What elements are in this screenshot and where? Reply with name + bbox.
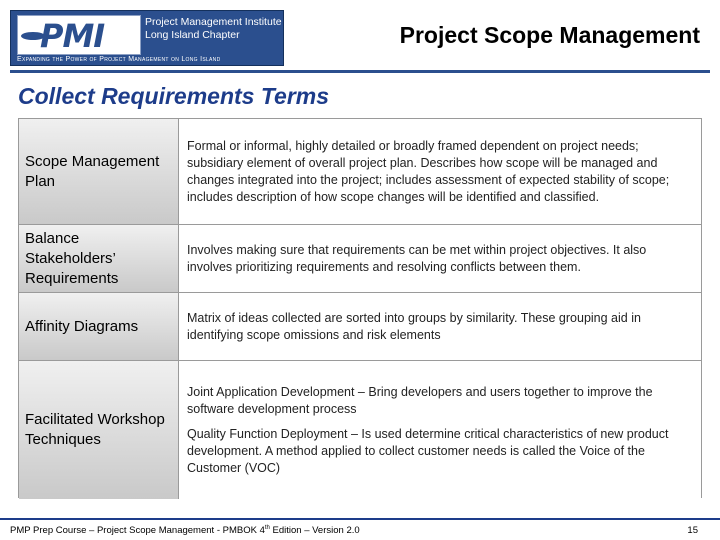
term-cell: Affinity Diagrams: [19, 293, 179, 361]
header-title: Project Scope Management: [399, 22, 700, 48]
footer-divider: [0, 518, 720, 520]
org-tagline: Expanding the Power of Project Management on Long Island: [17, 56, 221, 63]
footer-text-edition: Edition – Version 2.0: [269, 525, 360, 537]
org-name-line1: Project Management Institute: [145, 16, 282, 28]
term-cell: Balance Stakeholders’ Requirements: [19, 225, 179, 293]
definition-text: Matrix of ideas collected are sorted into groups by similarity. These grouping aid in identifying scope omissions and risk elements: [187, 310, 641, 342]
terms-table: [18, 118, 702, 498]
definition-text: Formal or informal, highly detailed or broadly framed dependent on project needs; subsidiary element of overall project plan. Describes how scope will be managed and changes integrated into the project; includes assessment of expected stability of scope; includes description of how scope changes will be identified and classified.: [187, 138, 670, 204]
definition-cell: [179, 293, 701, 361]
footer-text-main: PMP Prep Course – Project Scope Management - PMBOK 4: [10, 525, 265, 537]
term-cell: Facilitated Workshop Techniques: [19, 361, 179, 499]
definition-text: Joint Application Development – Bring developers and users together to improve the software development process: [187, 384, 653, 416]
definition-cell: [179, 361, 701, 499]
slide-title: Collect Requirements Terms: [18, 83, 330, 109]
org-name-line2: Long Island Chapter: [145, 29, 240, 41]
term-cell: Scope Management Plan: [19, 119, 179, 225]
pmi-logo-mark: [17, 15, 141, 55]
logo-letters: PMI: [40, 17, 105, 55]
org-name: [145, 16, 282, 42]
definition-text: Quality Function Deployment – Is used determine critical characteristics of new product development. A method applied to collect customer needs is called the Voice of the Customer (VOC): [187, 426, 669, 475]
page-number: 15: [687, 525, 698, 536]
footer-text: [10, 525, 360, 536]
pmi-logo: [10, 10, 284, 66]
header-divider: [10, 70, 710, 73]
footer-superscript: th: [264, 525, 270, 531]
definition-cell: [179, 119, 701, 225]
definition-cell: [179, 225, 701, 293]
definition-text: Involves making sure that requirements can be met within project objectives. It also involves prioritizing requirements and resolving conflicts between them.: [187, 242, 647, 274]
